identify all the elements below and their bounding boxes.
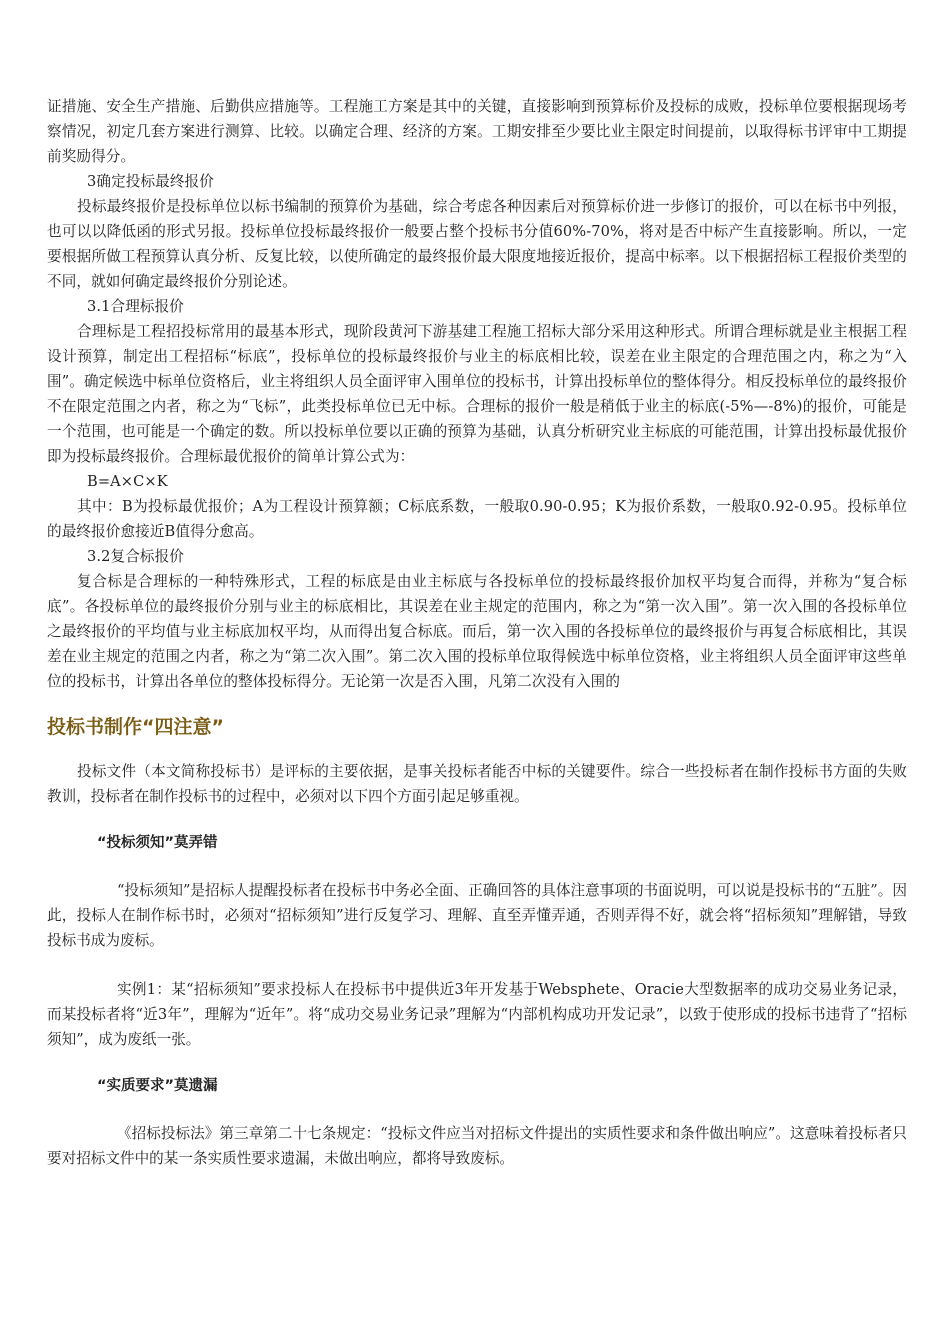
paragraph-construction-plan: 证措施、安全生产措施、后勤供应措施等。工程施工方案是其中的关键，直接影响到预算标价及投标的成败，投标单位要根据现场考察情况，初定几套方案进行测算、比较。以确定合理、经济的方案。工期安排至少要比业主限定时间提前，以取得标书评审中工期提前奖励得分。 <box>47 98 907 165</box>
paragraph-formula-explanation: 其中：B为投标最优报价；A为工程设计预算额；C标底系数，一般取0.90-0.95；K为报价系数，一般取0.92-0.95。投标单位的最终报价愈接近B值得分愈高。 <box>47 498 907 540</box>
heading-final-price: 3确定投标最终报价 <box>87 173 214 190</box>
heading-composite-bid: 3.2复合标报价 <box>87 548 184 565</box>
formula: B=A×C×K <box>87 473 168 490</box>
paragraph-bidding-notice: “投标须知”是招标人提醒投标者在投标书中务必全面、正确回答的具体注意事项的书面说明，可以说是投标书的“五脏”。因此，投标人在制作标书时，必须对“招标须知”进行反复学习、理解、直至弄懂弄通，否则弄得不好，就会将“招标须知”理解错，导致投标书成为废标。 <box>47 882 907 949</box>
paragraph-intro: 投标文件（本文简称投标书）是评标的主要依据，是事关投标者能否中标的关键要件。综合一些投标者在制作投标书方面的失败教训，投标者在制作投标书的过程中，必须对以下四个方面引起足够重视。 <box>47 763 907 805</box>
paragraph-final-price: 投标最终报价是投标单位以标书编制的预算价为基础，综合考虑各种因素后对预算标价进一步修订的报价，可以在标书中列报，也可以以降低函的形式另报。投标单位投标最终报价一般要占整个投标书分值60%-70%，将对是否中标产生直接影响。所以，一定要根据所做工程预算认真分析、反复比较，以使所确定的最终报价最大限度地接近报价，提高中标率。以下根据招标工程报价类型的不同，就如何确定最终报价分别论述。 <box>47 198 907 290</box>
subheading-bidding-notice: “投标须知”莫弄错 <box>97 835 218 851</box>
heading-reasonable-bid: 3.1合理标报价 <box>87 298 184 315</box>
paragraph-reasonable-bid: 合理标是工程招投标常用的最基本形式，现阶段黄河下游基建工程施工招标大部分采用这种形式。所谓合理标就是业主根据工程设计预算，制定出工程招标“标底”，投标单位的投标最终报价与业主的标底相比较，误差在业主限定的合理范围之内，称之为“入围”。确定候选中标单位资格后，业主将组织人员全面评审入围单位的投标书，计算出投标单位的整体得分。相反投标单位的最终报价不在限定范围之内者，称之为“飞标”，此类投标单位已无中标。合理标的报价一般是稍低于业主的标底(-5%—-8%)的报价，可能是一个范围，也可能是一个确定的数。所以投标单位要以正确的预算为基础，认真分析研究业主标底的可能范围，计算出投标最优报价即为投标最终报价。合理标最优报价的简单计算公式为： <box>47 323 907 465</box>
subheading-substantive-requirements: “实质要求”莫遗漏 <box>97 1078 218 1094</box>
paragraph-example-1: 实例1：某“招标须知”要求投标人在投标书中提供近3年开发基于Websphete、Oracie大型数据率的成功交易业务记录，而某投标者将“近3年”，理解为“近年”。将“成功交易业务记录”理解为“内部机构成功开发记录”，以致于使形成的投标书违背了“招标须知”，成为废纸一张。 <box>47 981 907 1048</box>
document-page <box>47 94 907 1171</box>
paragraph-substantive-requirements: 《招标投标法》第三章第二十七条规定：“投标文件应当对招标文件提出的实质性要求和条件做出响应”。这意味着投标者只要对招标文件中的某一条实质性要求遗漏，未做出响应，都将导致废标。 <box>47 1125 907 1167</box>
paragraph-composite-bid: 复合标是合理标的一种特殊形式，工程的标底是由业主标底与各投标单位的投标最终报价加权平均复合而得，并称为“复合标底”。各投标单位的最终报价分别与业主的标底相比，其误差在业主规定的范围内，称之为“第一次入围”。第一次入围的各投标单位之最终报价的平均值与业主标底加权平均，从而得出复合标底。而后，第一次入围的各投标单位的最终报价与再复合标底相比，其误差在业主规定的范围之内者，称之为“第二次入围”。第二次入围的投标单位取得候选中标单位资格，业主将组织人员全面评审这些单位的投标书，计算出各单位的整体投标得分。无论第一次是否入围，凡第二次没有入围的 <box>47 573 907 690</box>
section-title: 投标书制作“四注意” <box>47 716 224 738</box>
